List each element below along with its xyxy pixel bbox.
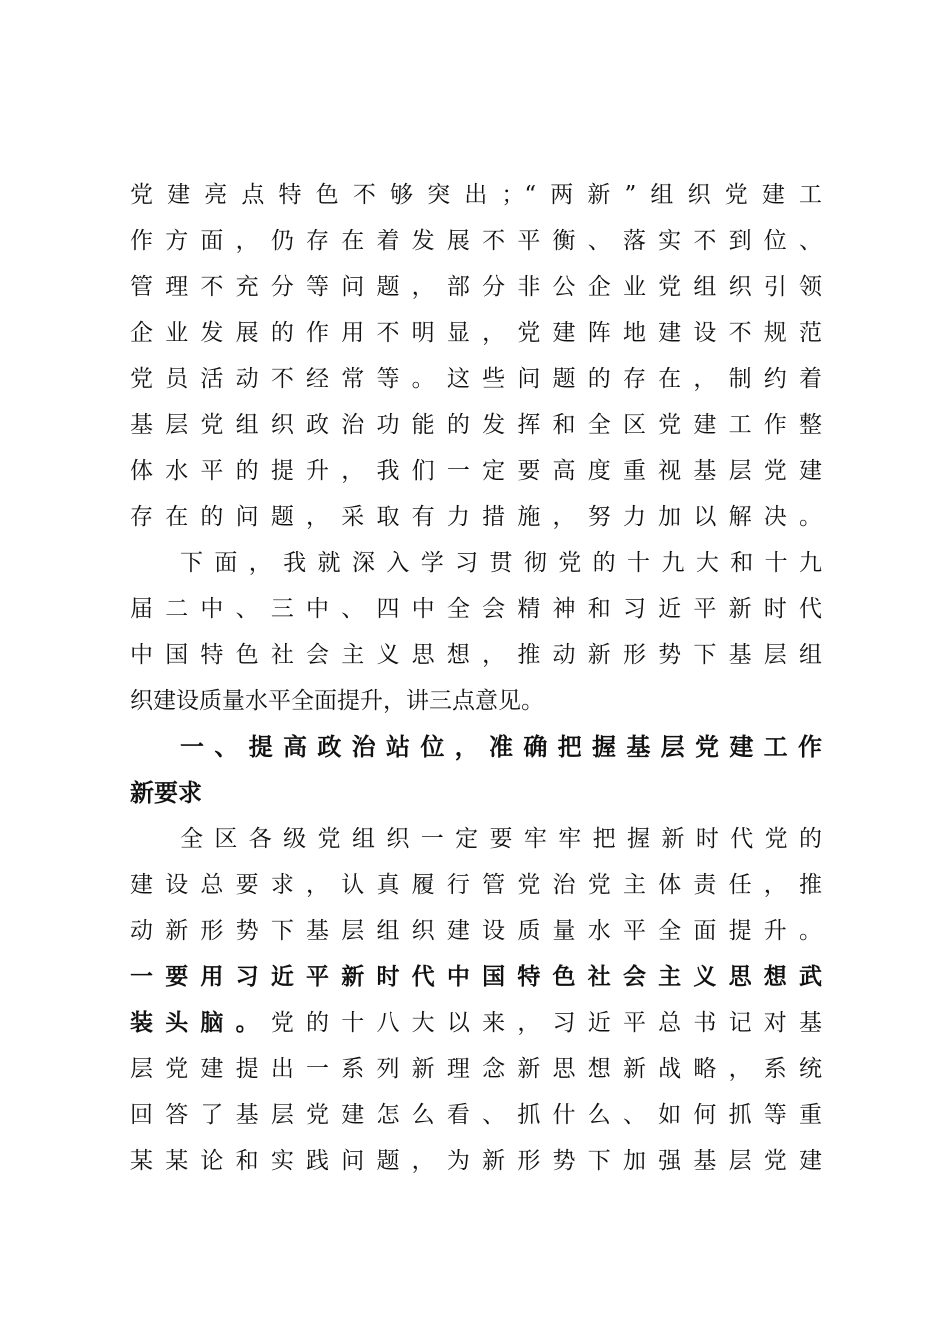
paragraph-intro	[130, 540, 822, 724]
text-line: 党建亮点特色不够突出；“两新”组织党建工	[130, 182, 822, 208]
text-line: 某某论和实践问题，为新形势下加强基层党建	[130, 1148, 822, 1174]
text-line: 层党建提出一系列新理念新思想新战略，系统	[130, 1056, 822, 1082]
text-line: 全区各级党组织一定要牢牢把握新时代党的	[180, 826, 822, 852]
text-line: 体水平的提升，我们一定要高度重视基层党建	[130, 458, 822, 484]
paragraph-problems	[130, 172, 822, 540]
text-line: 作方面，仍存在着发展不平衡、落实不到位、	[130, 228, 822, 254]
text-line: 企业发展的作用不明显，党建阵地建设不规范	[130, 320, 822, 346]
text-line: 中国特色社会主义思想，推动新形势下基层组	[130, 642, 822, 668]
paragraph-requirements	[130, 816, 822, 1184]
text-run: 党的十八大以来，习近平总书记对基	[270, 1010, 823, 1036]
heading-line: 新要求	[130, 779, 202, 807]
text-line: 建设总要求，认真履行管党治党主体责任，推	[130, 872, 822, 898]
text-line: 管理不充分等问题，部分非公企业党组织引领	[130, 274, 822, 300]
section-heading-1	[130, 724, 822, 816]
text-line: 动新形势下基层组织建设质量水平全面提升。	[130, 918, 822, 944]
text-line: 党员活动不经常等。这些问题的存在，制约着	[130, 366, 822, 392]
mixed-text-line	[130, 1000, 822, 1046]
bold-text-line: 一要用习近平新时代中国特色社会主义思想武	[130, 964, 822, 990]
text-line: 存在的问题，采取有力措施，努力加以解决。	[130, 504, 822, 530]
document-page	[130, 172, 822, 1184]
text-line: 基层党组织政治功能的发挥和全区党建工作整	[130, 412, 822, 438]
text-line: 下面，我就深入学习贯彻党的十九大和十九	[180, 550, 822, 576]
bold-lead-text: 装头脑。	[130, 1010, 271, 1036]
text-line: 回答了基层党建怎么看、抓什么、如何抓等重	[130, 1102, 822, 1128]
text-line: 届二中、三中、四中全会精神和习近平新时代	[130, 596, 822, 622]
heading-line: 一、提高政治站位，准确把握基层党建工作	[180, 733, 822, 761]
text-line: 织建设质量水平全面提升，讲三点意见。	[130, 688, 544, 714]
